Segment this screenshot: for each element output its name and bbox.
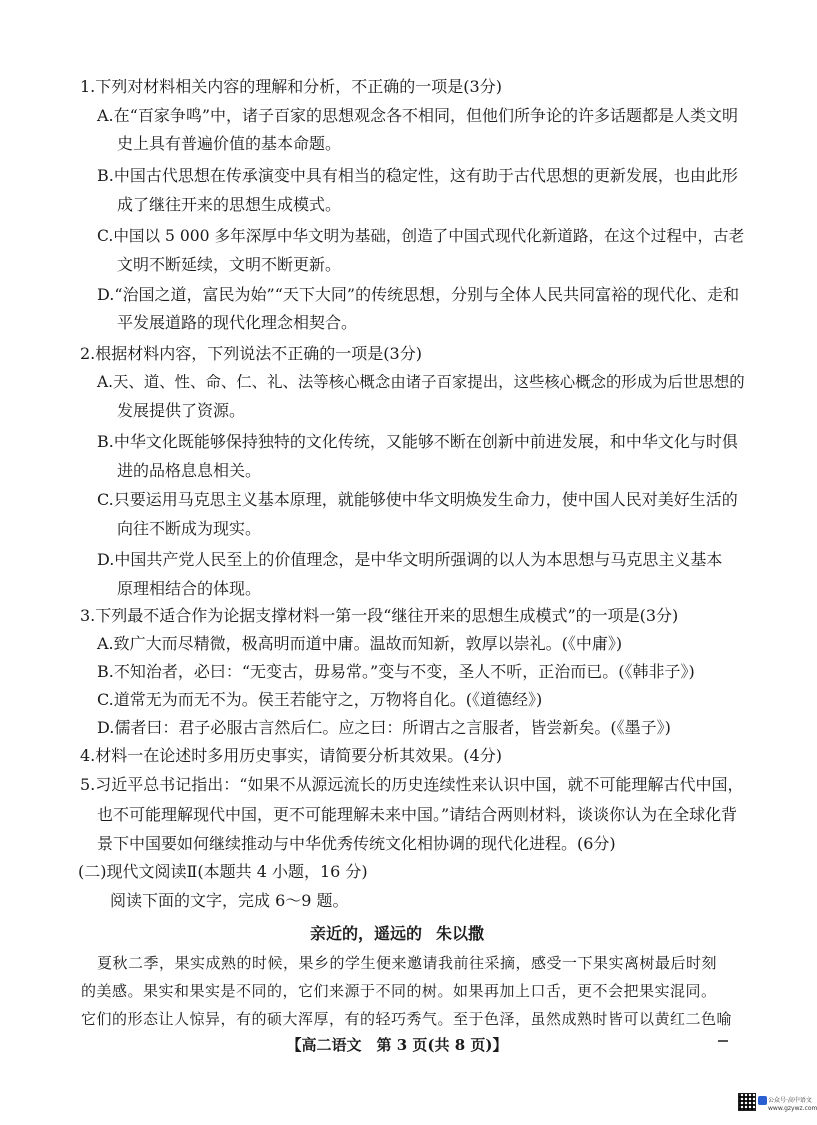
passage-author: 朱以撒 bbox=[436, 924, 485, 943]
qr-code-icon bbox=[738, 1093, 756, 1111]
page-footer: 【高二语文 第 3 页(共 8 页)】 bbox=[286, 1036, 508, 1054]
section2-instruction: 阅读下面的文字，完成 6～9 题。 bbox=[110, 891, 349, 910]
q1-option-a-line1: A.在“百家争鸣”中，诸子百家的思想观念各不相同，但他们所争论的许多话题都是人类文明 bbox=[97, 106, 739, 125]
q3-option-c: C.道常无为而无不为。侯王若能守之，万物将自化。(《道德经》) bbox=[97, 690, 543, 709]
passage-line3: 它们的形态让人惊异，有的硕大浑厚，有的轻巧秀气。至于色泽，虽然成熟时皆可以黄红二色喻 bbox=[81, 1010, 733, 1028]
q3-option-a: A.致广大而尽精微，极高明而道中庸。温故而知新，敦厚以崇礼。(《中庸》) bbox=[97, 634, 623, 653]
q1-option-b-line2: 成了继往开来的思想生成模式。 bbox=[117, 195, 342, 214]
watermark-text bbox=[768, 1097, 817, 1113]
q2-option-c-line1: C.只要运用马克思主义基本原理，就能够使中华文明焕发生命力，使中国人民对美好生活的 bbox=[97, 490, 738, 509]
q3-stem: 3.下列最不适合作为论据支撑材料一第一段“继往开来的思想生成模式”的一项是(3分) bbox=[80, 606, 679, 625]
q1-option-a-line2: 史上具有普遍价值的基本命题。 bbox=[117, 134, 342, 153]
logo-icon bbox=[758, 1096, 767, 1105]
q3-option-d: D.儒者曰：君子必服古言然后仁。应之曰：所谓古之言服者，皆尝新矣。(《墨子》) bbox=[97, 718, 671, 737]
q2-option-b-line2: 进的品格息息相关。 bbox=[117, 461, 262, 480]
q2-stem: 2.根据材料内容，下列说法不正确的一项是(3分) bbox=[80, 344, 422, 363]
q3-option-b: B.不知治者，必曰：“无变古，毋易常。”变与不变，圣人不听，正治而已。(《韩非子》) bbox=[97, 662, 695, 681]
passage-line2: 的美感。果实和果实是不同的，它们来源于不同的树。如果再加上口舌，更不会把果实混同。 bbox=[81, 982, 717, 1000]
q2-option-a-line1: A.天、道、性、命、仁、礼、法等核心概念由诸子百家提出，这些核心概念的形成为后世思想的 bbox=[97, 373, 745, 391]
q2-option-b-line1: B.中华文化既能够保持独特的文化传统，又能够不断在创新中前进发展，和中华文化与时俱 bbox=[97, 432, 738, 451]
q2-option-c-line2: 向往不断成为现实。 bbox=[117, 519, 262, 538]
q5-line1: 5.习近平总书记指出：“如果不从源远流长的历史连续性来认识中国，就不可能理解古代中国， bbox=[80, 775, 744, 794]
q1-option-c-line2: 文明不断延续，文明不断更新。 bbox=[117, 255, 342, 274]
q1-option-d-line2: 平发展道路的现代化理念相契合。 bbox=[117, 313, 358, 332]
q5-line3: 景下中国要如何继续推动与中华优秀传统文化相协调的现代化进程。(6分) bbox=[97, 834, 616, 853]
q2-option-a-line2: 发展提供了资源。 bbox=[117, 401, 246, 420]
q1-option-d-line1: D.“治国之道，富民为始”“天下大同”的传统思想，分别与全体人民共同富裕的现代化、走和 bbox=[97, 285, 740, 304]
passage-line1: 夏秋二季，果实成熟的时候，果乡的学生便来邀请我前往采摘，感受一下果实离树最后时刻 bbox=[97, 954, 718, 972]
watermark-line2: www.gzywz.com bbox=[768, 1105, 817, 1112]
q4-stem: 4.材料一在论述时多用历史事实，请简要分析其效果。(4分) bbox=[80, 746, 502, 765]
q1-stem: 1.下列对材料相关内容的理解和分析，不正确的一项是(3分) bbox=[80, 77, 502, 96]
passage-title: 亲近的，遥远的 bbox=[309, 924, 422, 943]
q1-option-c-line1: C.中国以 5 000 多年深厚中华文明为基础，创造了中国式现代化新道路，在这个过程中，古老 bbox=[97, 227, 745, 245]
section2-heading: (二)现代文阅读Ⅱ(本题共 4 小题，16 分) bbox=[78, 862, 368, 881]
q2-option-d-line2: 原理相结合的体现。 bbox=[117, 579, 262, 598]
q1-option-b-line1: B.中国古代思想在传承演变中具有相当的稳定性，这有助于古代思想的更新发展，也由此形 bbox=[97, 166, 738, 185]
q2-option-d-line1: D.中国共产党人民至上的价值理念，是中华文明所强调的以人为本思想与马克思主义基本 bbox=[97, 550, 723, 569]
passage-title-line bbox=[0, 921, 794, 944]
q5-line2: 也不可能理解现代中国，更不可能理解未来中国。”请结合两则材料，谈谈你认为在全球化背 bbox=[97, 805, 738, 824]
dash-mark bbox=[718, 1040, 728, 1042]
watermark-line1: 公众号·高中语文 bbox=[768, 1097, 812, 1104]
